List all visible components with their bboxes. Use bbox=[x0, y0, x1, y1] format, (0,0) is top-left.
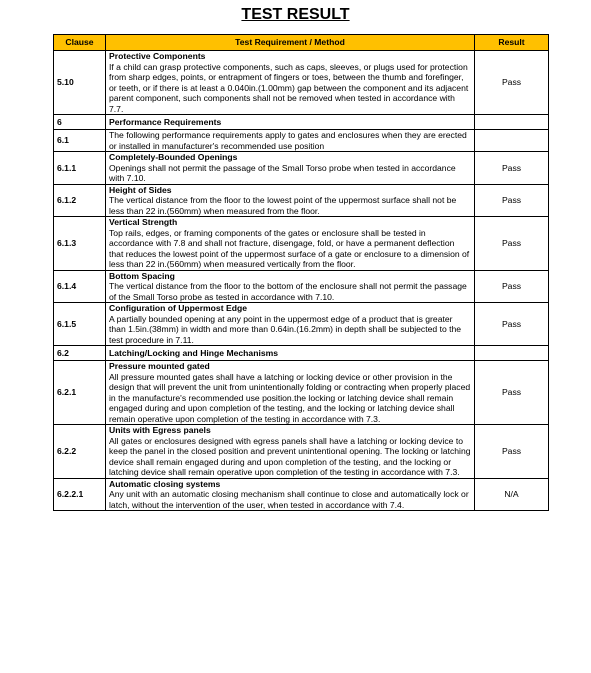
table-row bbox=[54, 115, 549, 130]
table-row bbox=[54, 184, 549, 217]
requirement-body: Top rails, edges, or framing components of the gates or enclosure shall be tested in accordance with 7.8 and shall not fracture, disengage, fold, or have a permanent deflection that reduces the lowest point of the uppermost surface of a gate or enclosure to a dimension of less than 22 in.(560mm) when measured vertically from the floor. bbox=[109, 227, 470, 269]
result-cell: N/A bbox=[475, 478, 549, 511]
requirement-title: Pressure mounted gated bbox=[109, 361, 210, 371]
requirement-cell bbox=[106, 346, 475, 361]
result-cell: Pass bbox=[475, 217, 549, 271]
table-row bbox=[54, 152, 549, 185]
result-cell: Pass bbox=[475, 51, 549, 115]
requirement-title: Units with Egress panels bbox=[109, 425, 211, 435]
requirement-cell bbox=[106, 361, 475, 425]
table-row bbox=[54, 425, 549, 479]
clause-cell: 6.1.5 bbox=[54, 303, 106, 346]
header-requirement: Test Requirement / Method bbox=[106, 35, 475, 51]
requirement-title: Configuration of Uppermost Edge bbox=[109, 303, 247, 313]
requirement-body: The vertical distance from the floor to the bottom of the enclosure shall not permit the passage of the Small Torso probe as tested in accordance with 7.10. bbox=[109, 281, 467, 302]
header-clause: Clause bbox=[54, 35, 106, 51]
result-cell: Pass bbox=[475, 270, 549, 303]
requirement-body: All pressure mounted gates shall have a latching or locking device or other provision in the design that will prevent the unit from unintentionally folding or contracting when properly placed in the manufacture's recommended use position.the locking or latching device shall remain engaged during and upon completion of the testing, and the locking or latching device shall remain operative upon completion of the testing in accordance with 7.3. bbox=[109, 371, 471, 424]
requirement-cell bbox=[106, 478, 475, 511]
requirement-cell bbox=[106, 270, 475, 303]
result-cell bbox=[475, 115, 549, 130]
requirement-body: If a child can grasp protective components, such as caps, sleeves, or plugs used for protection from sharp edges, points, or entrapment of fingers or toes, between the thumb and forefinger, or teeth, or if there is at least a 0.040in.(1.00mm) gap between the component and its adjacent parent component, such components shall not be removed when tested in accordance with 7.7. bbox=[109, 61, 469, 114]
clause-cell: 6.1.3 bbox=[54, 217, 106, 271]
table-row bbox=[54, 130, 549, 152]
test-result-table bbox=[53, 34, 549, 511]
requirement-cell bbox=[106, 152, 475, 185]
requirement-title: Performance Requirements bbox=[109, 116, 222, 127]
table-row bbox=[54, 303, 549, 346]
result-cell bbox=[475, 346, 549, 361]
requirement-cell bbox=[106, 115, 475, 130]
clause-cell: 6.1.2 bbox=[54, 184, 106, 217]
clause-cell: 6.2.1 bbox=[54, 361, 106, 425]
clause-cell: 6.2.2 bbox=[54, 425, 106, 479]
requirement-cell bbox=[106, 217, 475, 271]
requirement-cell bbox=[106, 303, 475, 346]
result-cell: Pass bbox=[475, 361, 549, 425]
clause-cell: 5.10 bbox=[54, 51, 106, 115]
requirement-body: Any unit with an automatic closing mechanism shall continue to close and automatically lock or latch, without the intervention of the user, when tested in accordance with 7.4. bbox=[109, 489, 469, 510]
page-title: TEST RESULT bbox=[241, 6, 350, 23]
result-cell: Pass bbox=[475, 303, 549, 346]
clause-cell: 6.2.2.1 bbox=[54, 478, 106, 511]
table-row bbox=[54, 51, 549, 115]
clause-cell: 6 bbox=[54, 115, 106, 130]
requirement-title: Automatic closing systems bbox=[109, 478, 221, 489]
requirement-body: All gates or enclosures designed with egress panels shall have a latching or locking device to keep the panel in the closed position and prevent unintentional opening. The locking or latching device shall remain engaged during and upon completion of the testing, and the locking or latching device shall remain operative upon completion of the testing in accordance with 7.3. bbox=[109, 435, 471, 477]
header-result: Result bbox=[475, 35, 549, 51]
clause-cell: 6.1 bbox=[54, 130, 106, 152]
requirement-cell bbox=[106, 51, 475, 115]
requirement-body: The following performance requirements apply to gates and enclosures when they are erected or installed in manufacturer's recommended use position bbox=[109, 130, 467, 151]
table-row bbox=[54, 217, 549, 271]
requirement-title: Height of Sides bbox=[109, 184, 172, 195]
clause-cell: 6.2 bbox=[54, 346, 106, 361]
clause-cell: 6.1.4 bbox=[54, 270, 106, 303]
table-row bbox=[54, 346, 549, 361]
requirement-body: Openings shall not permit the passage of the Small Torso probe when tested in accordance with 7.10. bbox=[109, 162, 456, 183]
requirement-title: Vertical Strength bbox=[109, 217, 178, 227]
result-cell: Pass bbox=[475, 184, 549, 217]
table-header-row bbox=[54, 35, 549, 51]
result-cell: Pass bbox=[475, 152, 549, 185]
requirement-title: Latching/Locking and Hinge Mechanisms bbox=[109, 347, 279, 358]
requirement-cell bbox=[106, 425, 475, 479]
table-row bbox=[54, 270, 549, 303]
requirement-title: Bottom Spacing bbox=[109, 270, 175, 281]
requirement-title: Completely-Bounded Openings bbox=[109, 152, 238, 162]
requirement-body: The vertical distance from the floor to the lowest point of the uppermost surface shall not be less than 22 in.(560mm) when measured from the floor. bbox=[109, 195, 457, 216]
requirement-cell bbox=[106, 184, 475, 217]
table-row bbox=[54, 361, 549, 425]
requirement-body: A partially bounded opening at any point in the uppermost edge of a product that is greater than 1.5in.(38mm) in width and more than 0.64in.(16.2mm) in depth shall be subjected to the test procedure in 7.11. bbox=[109, 313, 462, 345]
requirement-title: Protective Components bbox=[109, 51, 206, 61]
clause-cell: 6.1.1 bbox=[54, 152, 106, 185]
table-row bbox=[54, 478, 549, 511]
table-body bbox=[54, 51, 549, 511]
result-cell: Pass bbox=[475, 425, 549, 479]
requirement-cell bbox=[106, 130, 475, 152]
result-cell bbox=[475, 130, 549, 152]
